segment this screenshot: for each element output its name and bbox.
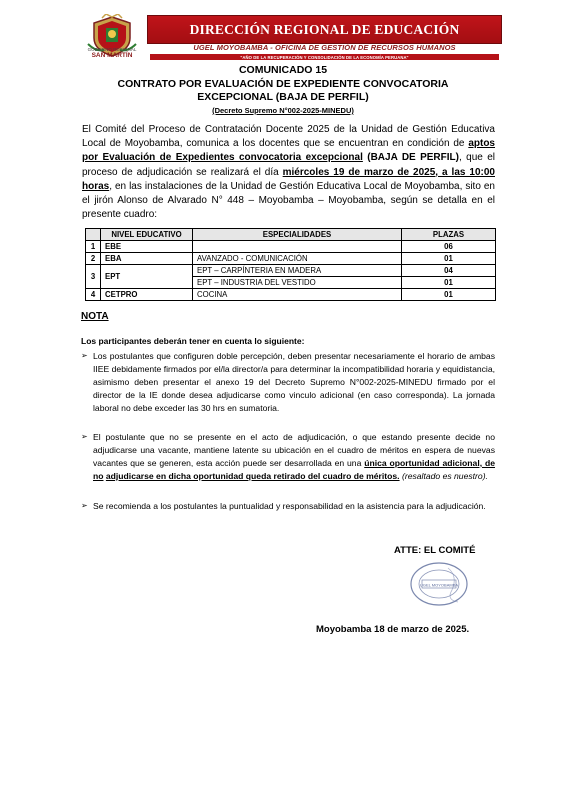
table-row	[86, 241, 496, 253]
para-text-3: , en las instalaciones de la Unidad de Gestión Educativa Local de Moyobamba, sito en el jirón Alonso de Alvarado N° 448 – Moyobamba – Moyobamba, según se detalla en el presente cuadro:	[82, 180, 495, 221]
row-specialty	[193, 241, 402, 253]
bullet2-text-a: El postulante que no se presente en el acto de adjudicación, o que estando presente decide no adjudicarse una vacante, mantiene latente su ubicación en el cuadro de méritos en espera de nuevas vacantes que se generen, esta acción puede ser desarrollada en una	[93, 432, 495, 468]
row-plazas: 01	[402, 277, 496, 289]
para-text-2: , que el proceso de adjudicación se realizará el día	[82, 152, 495, 178]
table-header-num	[86, 229, 101, 241]
row-num: 4	[86, 289, 101, 301]
bullet2-note: (resaltado es nuestro).	[399, 470, 488, 481]
communique-number: COMUNICADO 15	[238, 64, 328, 76]
closing-signature: ATTE: EL COMITÉ	[394, 545, 476, 556]
bullet-text: Se recomienda a los postulantes la puntualidad y responsabilidad en la asistencia para la adjudicación.	[93, 501, 486, 511]
arrow-bullet-icon: ➢	[81, 351, 88, 360]
row-plazas: 04	[402, 265, 496, 277]
stamp-text: UGEL MOYOBAMBA	[419, 582, 459, 588]
arrow-bullet-icon: ➢	[81, 432, 88, 441]
year-motto-banner	[150, 54, 499, 60]
row-specialty: COCINA	[193, 289, 402, 301]
row-num: 3	[86, 265, 101, 289]
vacancies-table	[85, 228, 496, 301]
header-banner	[147, 15, 502, 44]
para-highlight-apt: aptos por Evaluación de Expedientes convocatoria excepcional	[82, 138, 495, 164]
decree-reference: (Decreto Supremo N°002-2025-MINEDU)	[212, 106, 354, 115]
row-num: 2	[86, 253, 101, 265]
intro-paragraph	[82, 123, 495, 222]
logo-caption-line1: GOBIERNO REGIONAL	[87, 47, 137, 52]
table-header-level: NIVEL EDUCATIVO	[101, 229, 193, 241]
nota-intro: Los participantes deberán tener en cuenta lo siguiente:	[81, 336, 305, 346]
list-item	[81, 431, 495, 483]
row-level: EPT	[101, 265, 193, 289]
row-level: CETPRO	[101, 289, 193, 301]
row-level: EBE	[101, 241, 193, 253]
row-specialty: EPT – CARPÍNTERIA EN MADERA	[193, 265, 402, 277]
bullet2-emphasis-2: adjudicarse en dicha oportunidad queda retirado del cuadro de méritos.	[105, 470, 400, 481]
logo-caption-line2: SAN MARTÍN	[91, 52, 133, 59]
table-row	[86, 253, 496, 265]
row-level: EBA	[101, 253, 193, 265]
communique-title-line2: EXCEPCIONAL (BAJA DE PERFIL)	[197, 91, 369, 103]
row-plazas: 01	[402, 253, 496, 265]
table-row	[86, 265, 496, 277]
para-text-1: El Comité del Proceso de Contratación Docente 2025 de la Unidad de Gestión Educativa Local de Moyobamba, comunica a los docentes que se encuentran en condición de	[82, 124, 495, 150]
committee-stamp	[408, 560, 470, 608]
para-highlight-profile: (BAJA DE PERFIL)	[362, 152, 459, 164]
para-highlight-date: miércoles 19 de marzo de 2025, a las 10:00 horas	[82, 166, 495, 192]
arrow-bullet-icon: ➢	[81, 501, 88, 510]
bullet2-emphasis-1: única oportunidad adicional, de no	[93, 457, 495, 481]
list-item	[81, 500, 495, 513]
row-plazas: 06	[402, 241, 496, 253]
row-num: 1	[86, 241, 101, 253]
bullet-text	[93, 431, 495, 483]
table-row	[86, 289, 496, 301]
communique-title-line1: CONTRATO POR EVALUACIÓN DE EXPEDIENTE CONVOCATORIA	[117, 78, 449, 90]
bullet-text: Los postulantes que configuren doble percepción, deben presentar necesariamente el horario de ambas IIEE debidamente firmados por el/la director/a para determinar la incompatibilidad horaria y equidistancia, asimismo deben presentar el anexo 19 del Decreto Supremo N°002-2025-MINEDU firmado por el director de la IE donde desea adjudicarse como vinculo adicional (en caso corresponda). La jornada laboral no debe exceder las 30 hrs en sumatoria.	[93, 351, 495, 413]
row-specialty: AVANZADO - COMUNICACIÓN	[193, 253, 402, 265]
row-plazas: 01	[402, 289, 496, 301]
table-header-row	[86, 229, 496, 241]
table-header-specialty: ESPECIALIDADES	[193, 229, 402, 241]
banner-title: DIRECCIÓN REGIONAL DE EDUCACIÓN	[189, 21, 460, 37]
nota-heading: NOTA	[81, 311, 109, 322]
document-date: Moyobamba 18 de marzo de 2025.	[316, 624, 470, 635]
office-subtitle: UGEL MOYOBAMBA - OFICINA DE GESTIÓN DE RECURSOS HUMANOS	[193, 43, 456, 52]
list-item	[81, 350, 495, 415]
row-specialty: EPT – INDUSTRIA DEL VESTIDO	[193, 277, 402, 289]
table-header-plazas: PLAZAS	[402, 229, 496, 241]
year-motto-text: "AÑO DE LA RECUPERACIÓN Y CONSOLIDACIÓN DE LA ECONOMÍA PERUANA"	[240, 54, 409, 60]
